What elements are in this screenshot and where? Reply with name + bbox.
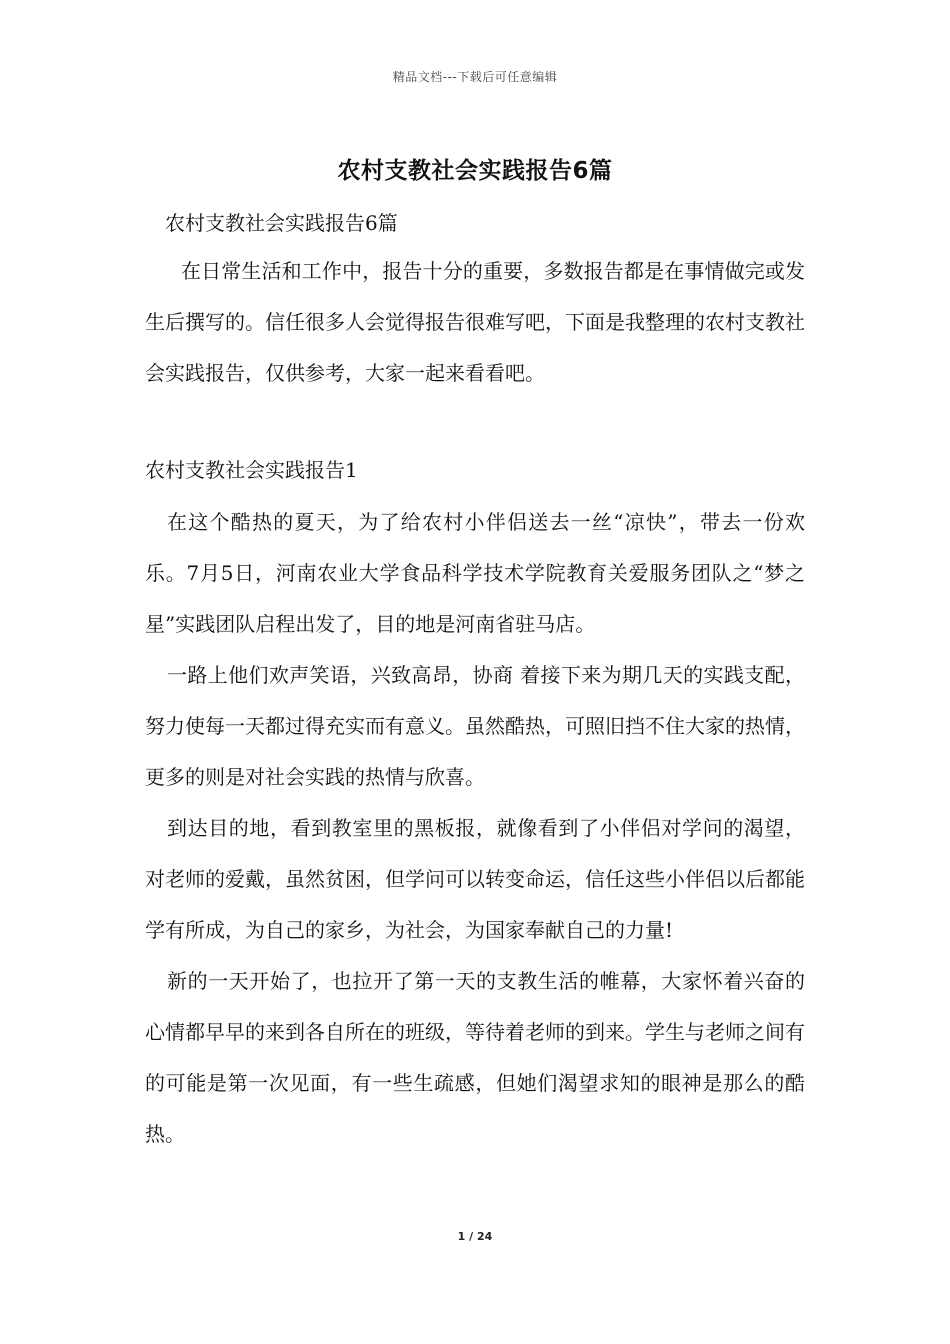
- body-paragraph-2: 一路上他们欢声笑语，兴致高昂，协商 着接下来为期几天的实践支配，努力使每一天都过得充实而有意义。虽然酷热，可照旧挡不住大家的热情，更多的则是对社会实践的热情与欣喜。: [145, 663, 805, 789]
- page-number: 1 / 24: [457, 1230, 493, 1243]
- section-spacer: [145, 399, 805, 447]
- document-body: [145, 200, 805, 1160]
- body-paragraph-4: 新的一天开始了，也拉开了第一天的支教生活的帷幕，大家怀着兴奋的心情都早早的来到各自所在的班级，等待着老师的到来。学生与老师之间有的可能是第一次见面，有一些生疏感，但她们渴望求知的眼神是那么的酷热。: [145, 969, 805, 1146]
- section-heading: 农村支教社会实践报告1: [145, 458, 358, 482]
- body-paragraph-3: 到达目的地，看到教室里的黑板报，就像看到了小伴侣对学问的渴望，对老师的爱戴，虽然贫困，但学问可以转变命运，信任这些小伴侣以后都能学有所成，为自己的家乡，为社会，为国家奉献自己的力量!: [145, 816, 805, 942]
- body-paragraph-1: 在这个酷热的夏天，为了给农村小伴侣送去一丝“凉快”，带去一份欢乐。7月5日，河南农业大学食品科学技术学院教育关爱服务团队之“梦之星”实践团队启程出发了，目的地是河南省驻马店。: [145, 510, 805, 636]
- document-subtitle: 农村支教社会实践报告6篇: [165, 211, 398, 235]
- document-title: 农村支教社会实践报告6篇: [337, 158, 613, 184]
- intro-paragraph: 在日常生活和工作中，报告十分的重要，多数报告都是在事情做完或发生后撰写的。信任很多人会觉得报告很难写吧，下面是我整理的农村支教社会实践报告，仅供参考，大家一起来看看吧。: [145, 259, 805, 385]
- header-note: 精品文档---下载后可任意编辑: [392, 70, 558, 84]
